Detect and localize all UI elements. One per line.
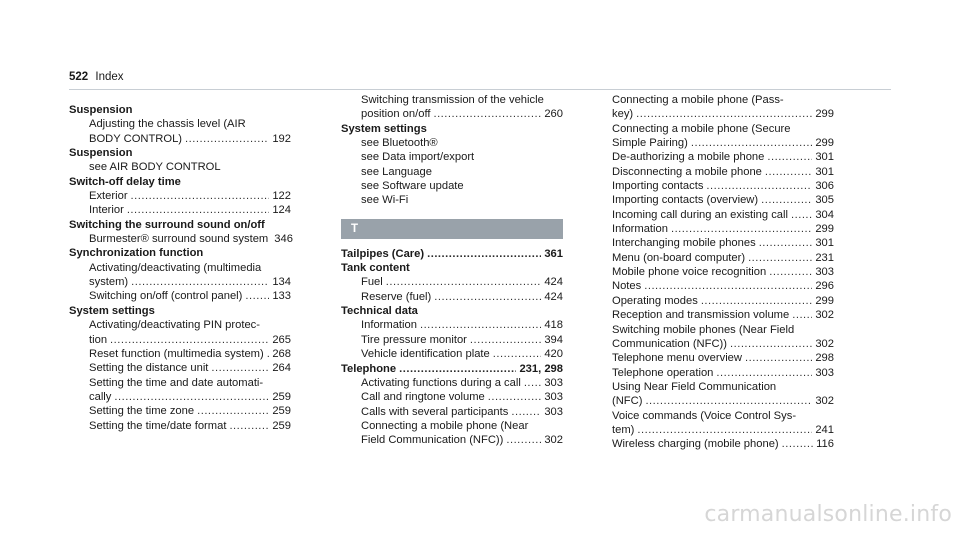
index-entry xyxy=(69,361,291,375)
entry-text: Communication (NFC)) xyxy=(612,337,727,350)
entry-text: Information xyxy=(361,319,417,332)
entry-text: Telephone xyxy=(341,362,397,375)
index-entry xyxy=(612,437,834,451)
index-entry xyxy=(612,251,834,265)
dot-leader xyxy=(386,275,542,289)
entry-text: Vehicle identification plate xyxy=(361,348,490,361)
page-reference: 264 xyxy=(272,362,291,375)
page-reference: 116 xyxy=(816,438,834,451)
page-reference: 124 xyxy=(272,204,291,217)
index-column-2 xyxy=(341,93,563,448)
index-entry xyxy=(612,193,834,207)
index-subentry-line: see Software update xyxy=(361,180,464,193)
index-heading: Switching the surround sound on/off xyxy=(69,218,265,231)
index-entry xyxy=(341,333,563,347)
index-subentry-line: see AIR BODY CONTROL xyxy=(89,161,221,174)
index-entry xyxy=(612,136,834,150)
entry-text: Telephone menu overview xyxy=(612,352,742,365)
dot-leader xyxy=(782,437,814,451)
page-reference: 301 xyxy=(815,151,834,164)
dot-leader xyxy=(131,189,270,203)
index-entry xyxy=(341,433,563,447)
index-heading: System settings xyxy=(69,304,155,317)
entry-text: (NFC) xyxy=(612,395,643,408)
page-reference: 296 xyxy=(815,280,834,293)
index-subentry-line: Setting the time and date automati- xyxy=(89,376,264,389)
index-subentry-line: see Data import/export xyxy=(361,151,475,164)
index-entry xyxy=(612,222,834,236)
dot-leader xyxy=(197,404,269,418)
page-reference: 306 xyxy=(815,180,834,193)
entry-text: key) xyxy=(612,108,634,121)
index-heading: Synchronization function xyxy=(69,247,204,260)
index-entry xyxy=(341,405,563,419)
index-heading: Suspension xyxy=(69,147,133,160)
page-header xyxy=(69,70,891,90)
entry-text: Reception and transmission volume xyxy=(612,309,790,322)
index-subentry-line: see Bluetooth® xyxy=(361,137,438,150)
index-entry xyxy=(69,347,291,361)
index-entry xyxy=(612,423,834,437)
index-entry xyxy=(612,337,834,351)
index-entry xyxy=(69,333,291,347)
page-reference: 301 xyxy=(815,165,834,178)
index-entry xyxy=(612,150,834,164)
index-subentry-line: Connecting a mobile phone (Secure xyxy=(612,122,791,135)
entry-text: Operating modes xyxy=(612,294,698,307)
index-entry xyxy=(69,275,291,289)
page-reference: 299 xyxy=(815,223,834,236)
index-subentry-line: Connecting a mobile phone (Pass- xyxy=(612,94,784,106)
index-subentry-line: see Language xyxy=(361,165,432,178)
page-reference: 259 xyxy=(272,419,291,432)
entry-text: Fuel xyxy=(361,276,383,289)
page-reference: 303 xyxy=(544,391,563,404)
dot-leader xyxy=(761,193,812,207)
entry-text: Burmester® surround sound system xyxy=(89,233,269,246)
page-reference: 299 xyxy=(815,108,834,121)
index-entry xyxy=(612,279,834,293)
page-reference: 394 xyxy=(544,333,563,346)
page-reference: 299 xyxy=(815,137,834,150)
dot-leader xyxy=(769,265,812,279)
dot-leader xyxy=(645,394,812,408)
index-heading-entry xyxy=(341,362,563,376)
entry-text: Disconnecting a mobile phone xyxy=(612,165,762,178)
page-title: Index xyxy=(95,71,124,83)
index-heading: Switch-off delay time xyxy=(69,175,181,188)
index-subentry-line: Adjusting the chassis level (AIR xyxy=(89,118,246,131)
entry-text: Mobile phone voice recognition xyxy=(612,266,767,279)
index-entry xyxy=(69,189,291,203)
entry-text: Reset function (multimedia system) xyxy=(89,347,264,360)
index-entry xyxy=(341,376,563,390)
index-entry xyxy=(612,308,834,322)
entry-text: Setting the distance unit xyxy=(89,362,209,375)
entry-text: Reserve (fuel) xyxy=(361,290,432,303)
page-reference: 302 xyxy=(815,309,834,322)
page-reference: 424 xyxy=(544,290,563,303)
entry-text: system) xyxy=(89,276,129,289)
index-entry xyxy=(612,179,834,193)
page-reference: 260 xyxy=(544,108,563,121)
entry-text: Tire pressure monitor xyxy=(361,333,467,346)
entry-text: Importing contacts xyxy=(612,180,704,193)
index-entry xyxy=(612,394,834,408)
index-entry xyxy=(612,351,834,365)
index-entry xyxy=(341,275,563,289)
entry-text: Activating functions during a call xyxy=(361,376,521,389)
index-heading: System settings xyxy=(341,122,427,135)
page-reference: 133 xyxy=(272,290,291,303)
page-number: 522 xyxy=(69,71,89,83)
index-subentry-line: Activating/deactivating (multimedia xyxy=(89,261,262,274)
index-entry xyxy=(69,289,291,303)
entry-text: Calls with several participants xyxy=(361,405,509,418)
page-reference: 302 xyxy=(544,434,563,447)
index-entry xyxy=(69,132,291,146)
dot-leader xyxy=(691,136,812,150)
dot-leader xyxy=(245,289,269,303)
page-reference: 259 xyxy=(272,390,291,403)
dot-leader xyxy=(427,247,541,261)
page-reference: 192 xyxy=(272,132,291,145)
dot-leader xyxy=(792,308,812,322)
index-entry xyxy=(612,236,834,250)
dot-leader xyxy=(470,333,541,347)
index-subentry-line: see Wi-Fi xyxy=(361,194,409,207)
entry-text: tion xyxy=(89,333,108,346)
entry-text: Tailpipes (Care) xyxy=(341,247,425,260)
page-reference: 231, 298 xyxy=(519,362,563,375)
entry-text: Incoming call during an existing call xyxy=(612,208,788,221)
index-heading: Suspension xyxy=(69,104,133,116)
section-letter: T xyxy=(341,219,563,239)
entry-text: De-authorizing a mobile phone xyxy=(612,151,765,164)
page-reference: 303 xyxy=(544,405,563,418)
entry-text: Field Communication (NFC)) xyxy=(361,434,504,447)
entry-text: cally xyxy=(89,390,112,403)
entry-text: Interchanging mobile phones xyxy=(612,237,756,250)
index-heading-entry xyxy=(341,247,563,261)
entry-text: Importing contacts (overview) xyxy=(612,194,759,207)
entry-text: Interior xyxy=(89,204,124,217)
page-reference: 301 xyxy=(815,237,834,250)
page-reference: 299 xyxy=(815,294,834,307)
dot-leader xyxy=(434,290,541,304)
entry-text: Wireless charging (mobile phone) xyxy=(612,438,779,451)
index-entry xyxy=(341,347,563,361)
index-subentry-line: Connecting a mobile phone (Near xyxy=(361,419,529,432)
dot-leader xyxy=(759,236,813,250)
index-subentry-line: Switching transmission of the vehicle xyxy=(361,94,544,106)
page-reference: 265 xyxy=(272,333,291,346)
index-entry xyxy=(341,107,563,121)
dot-leader xyxy=(229,419,269,433)
index-column-3 xyxy=(612,93,834,452)
entry-text: tem) xyxy=(612,423,635,436)
dot-leader xyxy=(730,337,812,351)
index-entry xyxy=(69,419,291,433)
dot-leader xyxy=(745,351,812,365)
dot-leader xyxy=(791,208,812,222)
page-reference: 259 xyxy=(272,405,291,418)
dot-leader xyxy=(110,333,269,347)
dot-leader xyxy=(488,390,542,404)
dot-leader xyxy=(767,150,812,164)
dot-leader xyxy=(399,362,516,376)
dot-leader xyxy=(716,366,812,380)
entry-text: Setting the time/date format xyxy=(89,419,227,432)
dot-leader xyxy=(185,132,269,146)
index-column-1 xyxy=(69,103,291,433)
dot-leader xyxy=(114,390,269,404)
page-reference: 304 xyxy=(815,208,834,221)
dot-leader xyxy=(127,203,270,217)
entry-text: Switching on/off (control panel) xyxy=(89,290,243,303)
page-reference: 241 xyxy=(815,423,834,436)
page-reference: 134 xyxy=(272,276,291,289)
dot-leader xyxy=(701,294,813,308)
index-entry xyxy=(612,294,834,308)
entry-text: Telephone operation xyxy=(612,366,714,379)
entry-text: Menu (on-board computer) xyxy=(612,251,746,264)
index-entry xyxy=(69,390,291,404)
index-entry xyxy=(612,265,834,279)
entry-text: Simple Pairing) xyxy=(612,137,688,150)
dot-leader xyxy=(636,107,812,121)
index-entry xyxy=(69,232,291,246)
entry-text: Call and ringtone volume xyxy=(361,391,485,404)
page-reference: 420 xyxy=(544,348,563,361)
dot-leader xyxy=(748,251,812,265)
dot-leader xyxy=(131,275,269,289)
index-entry xyxy=(341,318,563,332)
entry-text: position on/off xyxy=(361,108,431,121)
page-reference: 302 xyxy=(815,337,834,350)
dot-leader xyxy=(637,423,812,437)
dot-leader xyxy=(211,361,269,375)
page-reference: 305 xyxy=(815,194,834,207)
page-reference: 303 xyxy=(544,376,563,389)
watermark: carmanualsonline.info xyxy=(704,502,952,527)
page-reference: 303 xyxy=(815,366,834,379)
page-reference: 122 xyxy=(272,190,291,203)
index-entry xyxy=(69,404,291,418)
dot-leader xyxy=(671,222,812,236)
entry-text: Setting the time zone xyxy=(89,405,195,418)
page-reference: 346 xyxy=(274,233,293,246)
index-entry xyxy=(612,165,834,179)
index-entry xyxy=(612,366,834,380)
dot-leader xyxy=(644,279,812,293)
dot-leader xyxy=(267,347,270,361)
index-subentry-line: Using Near Field Communication xyxy=(612,380,777,393)
index-entry xyxy=(341,290,563,304)
page-reference: 303 xyxy=(815,266,834,279)
dot-leader xyxy=(511,405,541,419)
index-heading: Tank content xyxy=(341,262,410,275)
index-entry xyxy=(341,390,563,404)
page-reference: 418 xyxy=(544,319,563,332)
index-subentry-line: Switching mobile phones (Near Field xyxy=(612,323,795,336)
entry-text: BODY CONTROL) xyxy=(89,132,183,145)
entry-text: Information xyxy=(612,223,668,236)
page-reference: 361 xyxy=(544,247,563,260)
page-reference: 302 xyxy=(815,395,834,408)
index-subentry-line: Activating/deactivating PIN protec- xyxy=(89,319,261,332)
index-heading: Technical data xyxy=(341,305,418,318)
page-reference: 298 xyxy=(815,352,834,365)
dot-leader xyxy=(524,376,542,390)
index-entry xyxy=(612,208,834,222)
dot-leader xyxy=(420,318,541,332)
page-reference: 231 xyxy=(815,251,834,264)
dot-leader xyxy=(433,107,541,121)
entry-text: Exterior xyxy=(89,190,128,203)
dot-leader xyxy=(506,433,541,447)
dot-leader xyxy=(765,165,812,179)
index-subentry-line: Voice commands (Voice Control Sys- xyxy=(612,409,797,422)
dot-leader xyxy=(706,179,812,193)
entry-text: Notes xyxy=(612,280,642,293)
dot-leader xyxy=(493,347,542,361)
page-reference: 268 xyxy=(272,347,291,360)
index-entry xyxy=(69,203,291,217)
page-reference: 424 xyxy=(544,276,563,289)
index-entry xyxy=(612,107,834,121)
